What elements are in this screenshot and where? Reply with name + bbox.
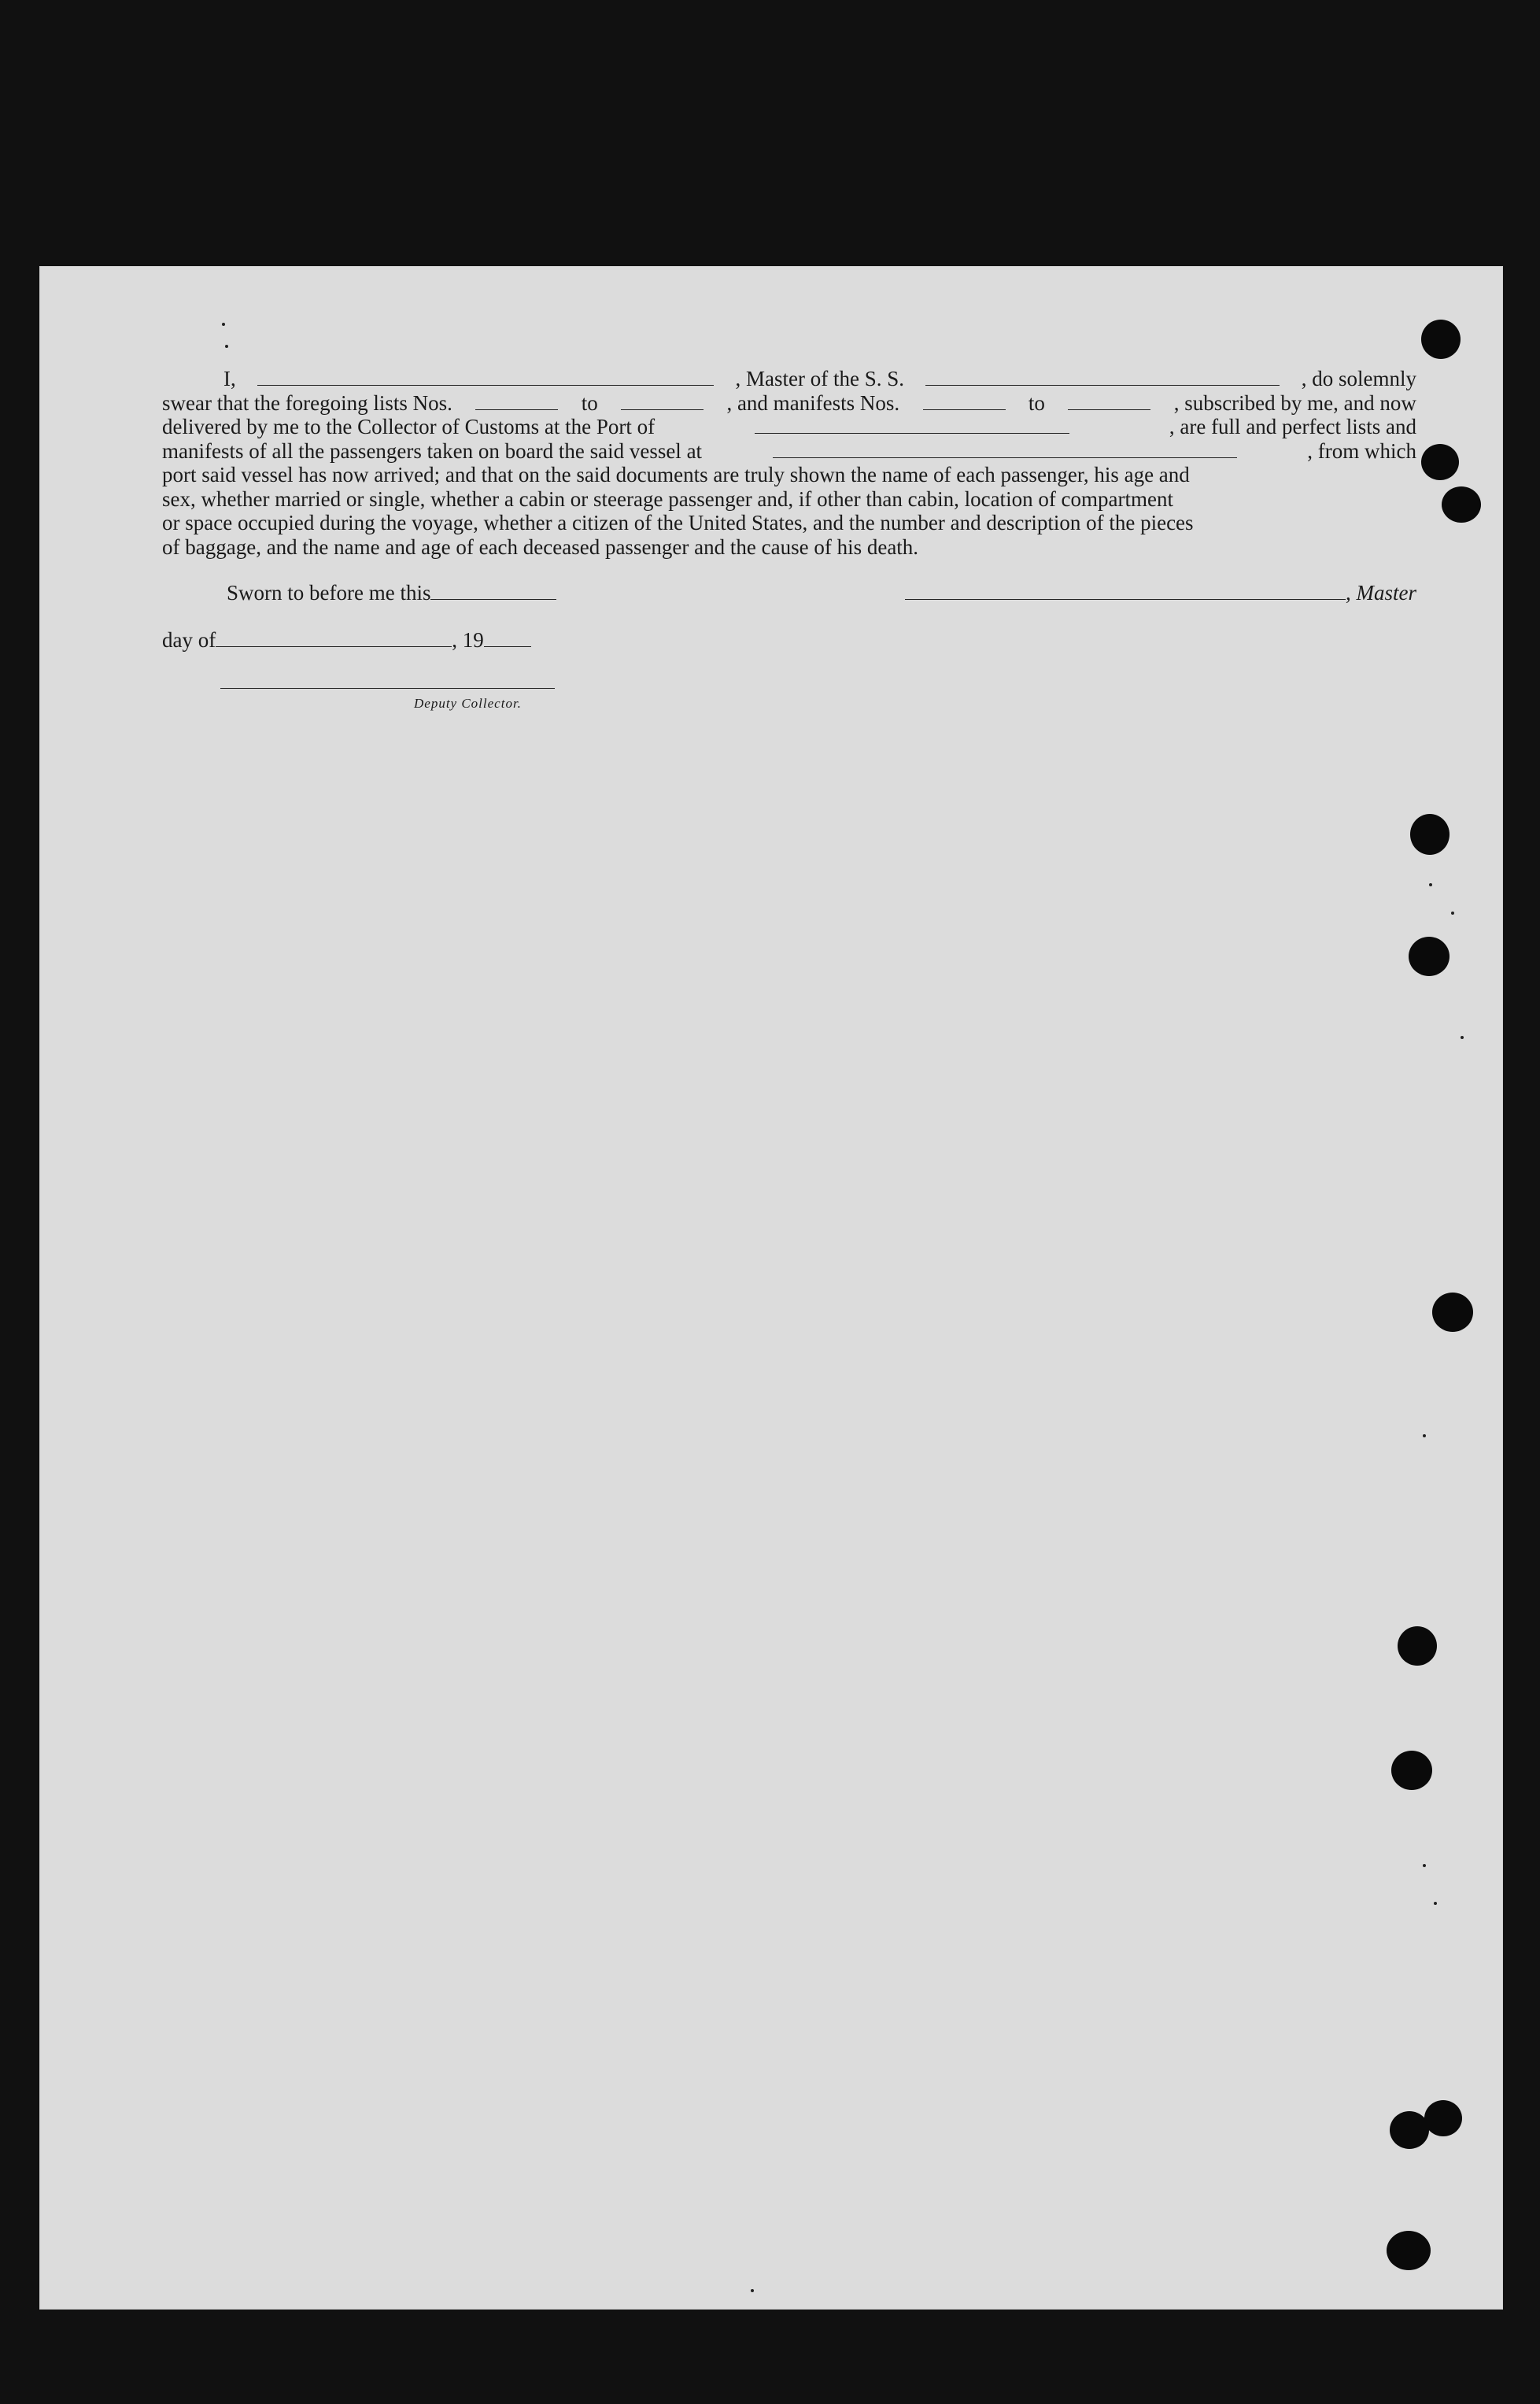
oath-line-2 xyxy=(162,391,1416,416)
lists-from-blank xyxy=(475,394,558,410)
oath-text: I, xyxy=(223,367,236,390)
oath-text: to xyxy=(581,390,598,415)
oath-text: port said vessel has now arrived; and that on the said documents are truly shown the name of each passenger, his age and xyxy=(162,463,1190,486)
ink-speck xyxy=(225,345,228,348)
deputy-collector-label: Deputy Collector. xyxy=(414,696,522,711)
ink-speck xyxy=(222,323,225,326)
date-line xyxy=(162,628,531,653)
oath-line-8 xyxy=(162,535,1416,560)
master-label: , Master xyxy=(1346,581,1416,605)
year-blank xyxy=(484,631,531,647)
ink-speck xyxy=(1423,1434,1426,1437)
oath-text: or space occupied during the voyage, whether a citizen of the United States, and the number and description of the pieces xyxy=(162,511,1194,534)
punch-hole xyxy=(1387,2231,1431,2270)
master-signature xyxy=(905,581,1416,605)
oath-text: , and manifests Nos. xyxy=(726,390,900,415)
oath-text: , are full and perfect lists and xyxy=(1169,415,1416,438)
oath-text: manifests of all the passengers taken on board the said vessel at xyxy=(162,438,703,463)
oath-text: , do solemnly xyxy=(1301,367,1416,390)
manifests-to-blank xyxy=(1068,394,1150,410)
oath-text: sex, whether married or single, whether a cabin or steerage passenger and, if other than cabin, location of compartment xyxy=(162,486,1174,511)
punch-hole xyxy=(1421,444,1459,480)
ink-speck xyxy=(1429,883,1432,886)
oath-text: , from which xyxy=(1307,438,1416,463)
manifests-from-blank xyxy=(923,394,1006,410)
oath-paragraph xyxy=(162,367,1416,559)
ink-speck xyxy=(1451,912,1454,915)
oath-line-6 xyxy=(162,487,1416,512)
oath-text: , Master of the S. S. xyxy=(735,367,904,390)
departure-port-blank xyxy=(773,442,1237,458)
sworn-line xyxy=(227,581,556,605)
month-blank xyxy=(216,631,452,647)
oath-text: swear that the foregoing lists Nos. xyxy=(162,390,452,415)
lists-to-blank xyxy=(621,394,704,410)
punch-hole xyxy=(1391,1751,1432,1790)
ink-speck xyxy=(1423,1864,1426,1867)
oath-text: , subscribed by me, and now xyxy=(1173,390,1416,415)
punch-hole xyxy=(1432,1293,1473,1332)
oath-line-7 xyxy=(162,511,1416,535)
oath-line-3 xyxy=(162,415,1416,439)
punch-hole xyxy=(1421,320,1461,359)
oath-text: to xyxy=(1028,390,1045,415)
oath-text: of baggage, and the name and age of each deceased passenger and the cause of his death. xyxy=(162,534,919,559)
oath-text: delivered by me to the Collector of Customs at the Port of xyxy=(162,415,656,438)
deputy-signature-line xyxy=(220,688,555,689)
punch-hole xyxy=(1442,486,1481,523)
punch-hole xyxy=(1398,1626,1437,1666)
oath-line-5 xyxy=(162,463,1416,487)
sworn-label: Sworn to before me this xyxy=(227,581,431,605)
punch-hole xyxy=(1390,2111,1429,2149)
ship-name-blank xyxy=(925,369,1280,386)
year-label: , 19 xyxy=(452,628,484,652)
ink-speck xyxy=(751,2289,754,2292)
punch-hole xyxy=(1410,814,1450,855)
master-name-blank xyxy=(257,369,714,386)
master-signature-blank xyxy=(905,583,1346,600)
port-blank xyxy=(755,417,1069,434)
oath-line-1 xyxy=(162,367,1416,391)
sworn-date-blank xyxy=(430,583,556,600)
punch-hole xyxy=(1424,2100,1462,2136)
ink-speck xyxy=(1434,1902,1437,1905)
day-of-label: day of xyxy=(162,628,216,652)
ink-speck xyxy=(1461,1036,1464,1039)
punch-hole xyxy=(1409,937,1450,976)
oath-line-4 xyxy=(162,439,1416,464)
form-page xyxy=(39,266,1503,2310)
